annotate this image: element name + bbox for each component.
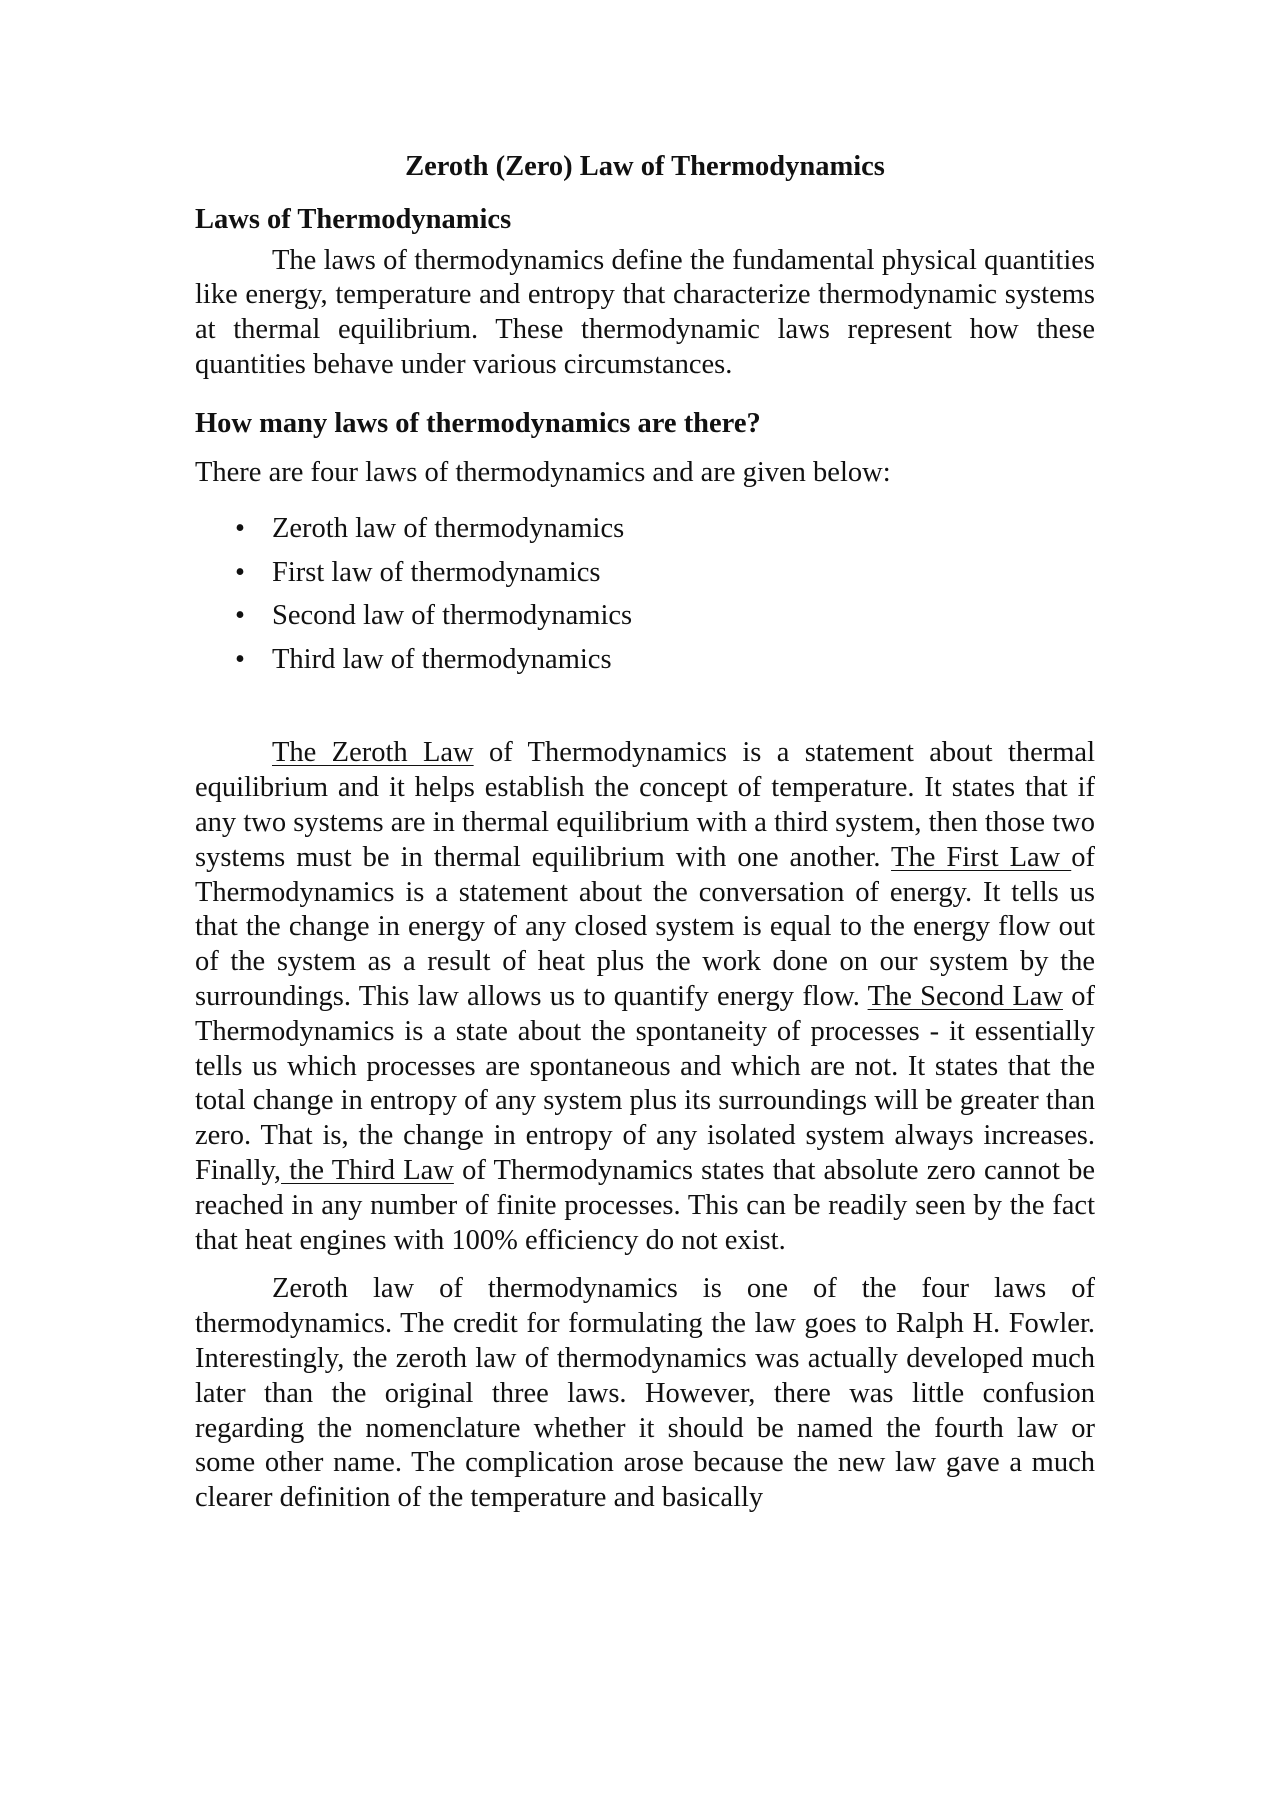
laws-intro: There are four laws of thermodynamics and are given below:	[195, 456, 891, 488]
third-law-term: the Third Law	[281, 1154, 454, 1186]
bullet-icon: •	[235, 600, 245, 632]
document-title: Zeroth (Zero) Law of Thermodynamics	[405, 151, 885, 182]
laws-paragraph: The laws of thermodynamics define the fundamental physical quantities like energy, temperature and entropy that characterize thermodynamic systems at thermal equilibrium. These thermodynamic laws represent how these quantities behave under various circumstances.	[195, 244, 1095, 380]
second-law-term: The Second Law	[867, 980, 1063, 1012]
bullet-icon: •	[235, 556, 245, 588]
laws-list	[195, 507, 1095, 681]
section-heading-laws: Laws of Thermodynamics	[195, 203, 512, 235]
list-item: • Third law of thermodynamics	[235, 638, 1095, 682]
first-law-term: The First Law	[891, 841, 1072, 873]
bullet-icon: •	[235, 643, 245, 675]
laws-overview-paragraph: The Zeroth Law of Thermodynamics is a statement about thermal equilibrium and it helps establish the concept of temperature. It states that if any two systems are in thermal equilibrium with a third system, then those two systems must be in thermal equilibrium with one another. The First Law of Thermodynamics is a statement about the conversation of energy. It tells us that the change in energy of any closed system is equal to the energy flow out of the system as a result of heat plus the work done on our system by the surroundings. This law allows us to quantify energy flow. The Second Law of Thermodynamics is a state about the spontaneity of processes - it essentially tells us which processes are spontaneous and which are not. It states that the total change in entropy of any system plus its surroundings will be greater than zero. That is, the change in entropy of any isolated system always increases. Finally, the Third Law of Thermodynamics states that absolute zero cannot be reached in any number of finite processes. This can be readily seen by the fact that heat engines with 100% efficiency do not exist.	[195, 737, 1096, 1256]
section-heading-how-many: How many laws of thermodynamics are there?	[195, 407, 761, 439]
zeroth-law-term: The Zeroth Law	[272, 737, 474, 769]
bullet-icon: •	[235, 513, 245, 545]
zeroth-law-history-paragraph: Zeroth law of thermodynamics is one of the four laws of thermodynamics. The credit for formulating the law goes to Ralph H. Fowler. Interestingly, the zeroth law of thermodynamics was actually developed much later than the original three laws. However, there was little confusion regarding the nomenclature whether it should be named the fourth law or some other name. The complication arose because the new law gave a much clearer definition of the temperature and basically	[195, 1273, 1095, 1514]
list-item: • Second law of thermodynamics	[235, 594, 1095, 638]
list-item: • Zeroth law of thermodynamics	[235, 507, 1095, 551]
document-body	[195, 150, 1095, 1516]
list-item: • First law of thermodynamics	[235, 551, 1095, 595]
